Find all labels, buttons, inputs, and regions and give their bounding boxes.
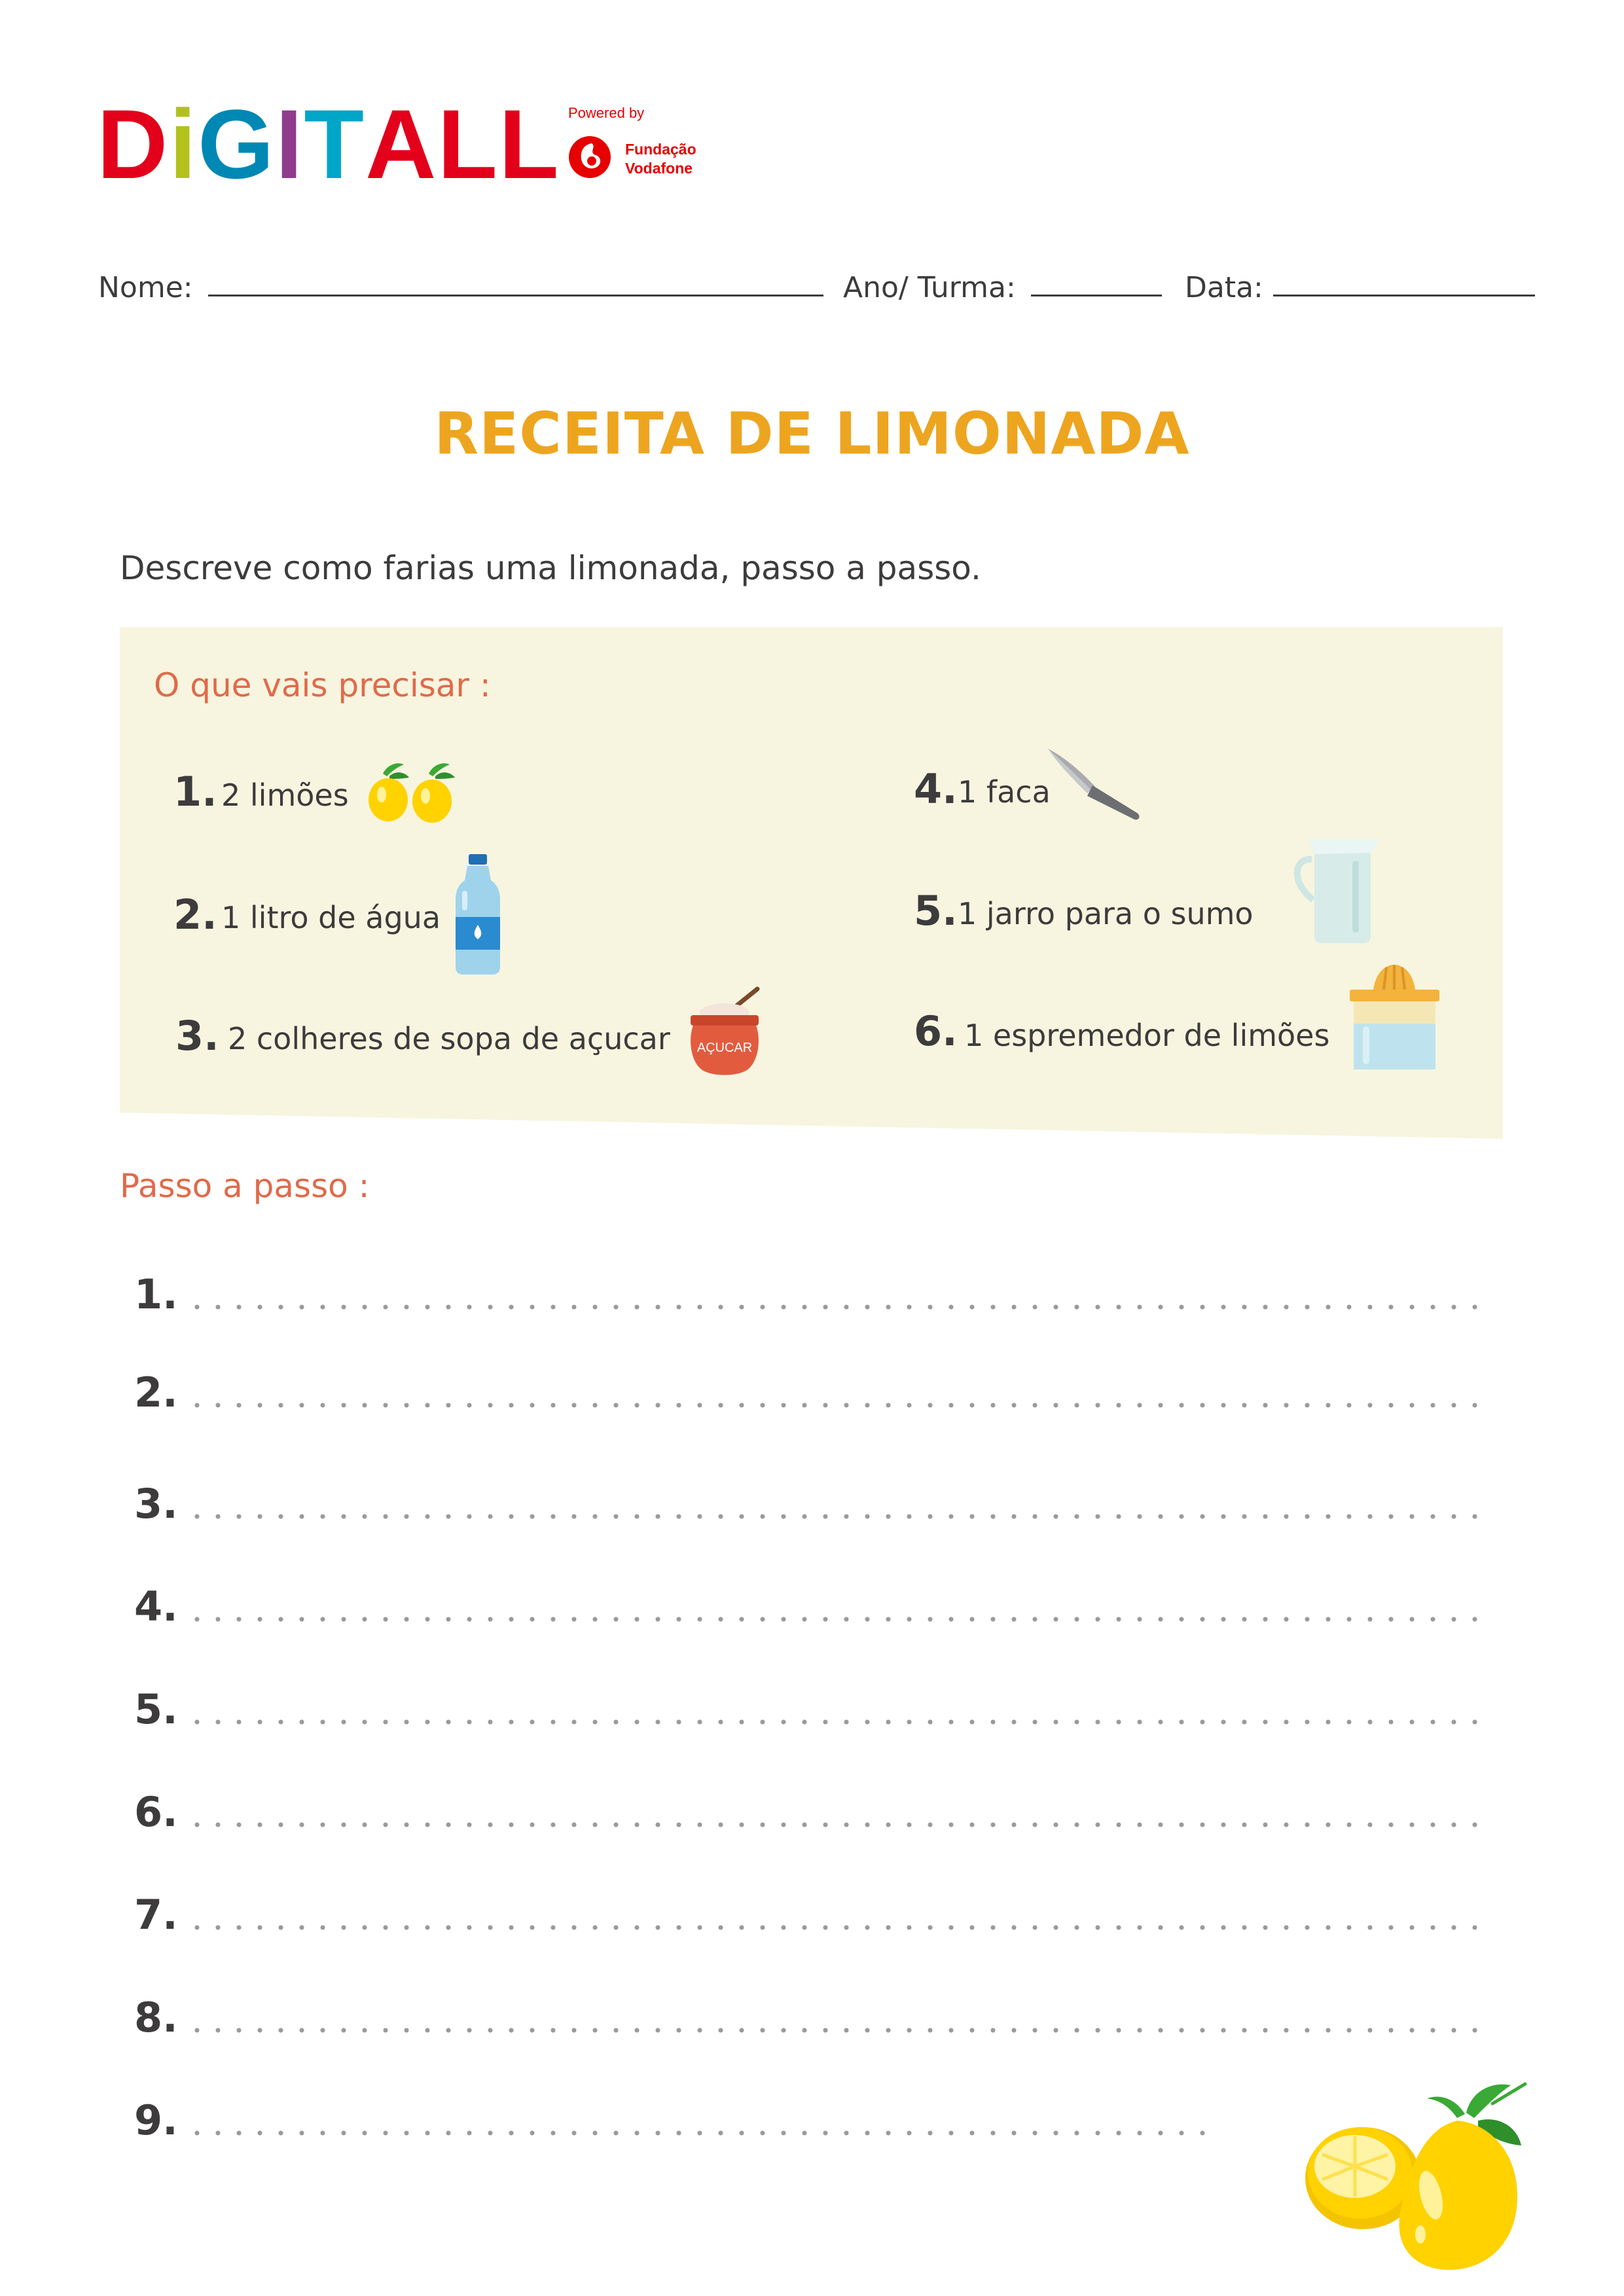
class-input-line[interactable]: [1031, 295, 1162, 296]
ingredient-number: 3.: [175, 1012, 219, 1060]
instruction-text: Descreve como farias uma limonada, passo a passo.: [120, 549, 981, 587]
step-answer-line[interactable]: [187, 1719, 1489, 1725]
step-number: 2.: [134, 1369, 178, 1416]
ingredient-number: 1.: [173, 768, 217, 816]
juicer-icon: [1347, 961, 1442, 1072]
water-bottle-icon: [452, 854, 504, 975]
sugar-jar-label: AÇUCAR: [696, 1041, 753, 1055]
class-label: Ano/ Turma:: [843, 271, 1016, 304]
step-answer-line[interactable]: [187, 2130, 1214, 2136]
step-answer-line[interactable]: [187, 1304, 1489, 1310]
logo-letter: D: [97, 89, 170, 199]
step-number: 7.: [134, 1891, 178, 1939]
step-number: 3.: [134, 1480, 178, 1528]
name-input-line[interactable]: [208, 295, 823, 296]
logo-letter: L: [499, 89, 560, 199]
step-answer-line[interactable]: [187, 1514, 1489, 1519]
date-input-line[interactable]: [1273, 295, 1535, 296]
step-number: 1.: [134, 1270, 178, 1318]
lemons-icon: [363, 759, 465, 825]
logo-letter: L: [437, 89, 499, 199]
step-answer-line[interactable]: [187, 1822, 1489, 1827]
step-number: 4.: [134, 1583, 178, 1630]
logo-letter: i: [169, 89, 198, 199]
jug-icon: [1290, 834, 1388, 946]
step-answer-line[interactable]: [187, 2028, 1489, 2033]
step-number: 9.: [134, 2096, 178, 2144]
ingredient-text: 1 jarro para o sumo: [958, 896, 1254, 931]
ingredients-heading: O que vais precisar :: [154, 666, 491, 704]
page-title: RECEITA DE LIMONADA: [434, 400, 1190, 467]
ingredient-number: 5.: [914, 887, 958, 935]
logo-letter: I: [275, 89, 304, 199]
ingredient-number: 6.: [914, 1007, 958, 1055]
ingredient-text: 1 litro de água: [221, 900, 441, 935]
ingredient-text: 1 faca: [958, 774, 1051, 810]
ingredient-text: 1 espremedor de limões: [964, 1018, 1330, 1053]
lemons-decoration-icon: [1303, 2075, 1591, 2278]
knife-icon: [1044, 745, 1142, 823]
logo-letter: G: [198, 89, 276, 199]
digitall-logo: [97, 89, 560, 199]
ingredient-text: 2 colheres de sopa de açucar: [228, 1021, 670, 1056]
ingredient-number: 2.: [173, 891, 217, 939]
step-answer-line[interactable]: [187, 1925, 1489, 1930]
step-number: 8.: [134, 1994, 178, 2041]
step-answer-line[interactable]: [187, 1403, 1489, 1408]
vodafone-icon: [567, 134, 613, 180]
logo-letter: A: [365, 89, 438, 199]
logo-letter: T: [304, 89, 366, 199]
sugar-jar-icon: [684, 985, 769, 1077]
ingredient-number: 4.: [914, 765, 958, 813]
name-label: Nome:: [98, 271, 193, 304]
step-answer-line[interactable]: [187, 1617, 1489, 1622]
partner-name: Fundação Vodafone: [625, 141, 696, 177]
steps-heading: Passo a passo :: [120, 1167, 370, 1205]
step-number: 5.: [134, 1685, 178, 1733]
ingredient-text: 2 limões: [221, 778, 349, 813]
logo-wordmark: [97, 89, 560, 199]
powered-by-label: Powered by: [568, 105, 645, 121]
date-label: Data:: [1185, 271, 1263, 304]
step-number: 6.: [134, 1788, 178, 1836]
